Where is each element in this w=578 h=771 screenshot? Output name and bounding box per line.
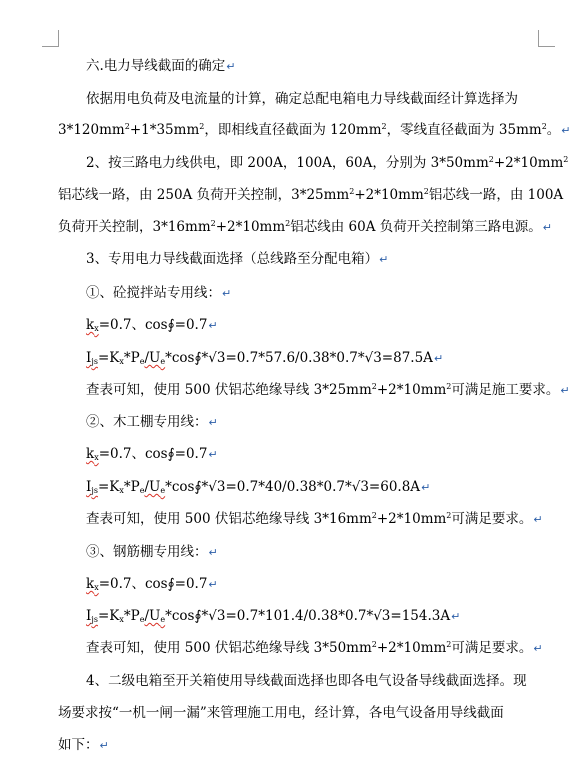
paragraph-2-line-2: 铝芯线一路，由 250A 负荷开关控制，$3*25mm^2+2*10mm^2$铝芯线一路，由 100A xyxy=(58,187,564,203)
paragraph-4-line-2: 场要求按“一机一闸一漏”来管理施工用电，经计算，各电气设备用导线截面 xyxy=(58,705,504,721)
subsection-3-formula: $I_{js}=K_x*P_e/U_e*\cos∮*√3=0.7*101.4/0.38*0.7*√3=154.3A↵$ xyxy=(86,608,461,624)
paragraph-mark-icon: ↵ xyxy=(433,352,444,365)
subsection-2-formula: $I_{js}=K_x*P_e/U_e*\cos∮*√3=0.7*40/0.38*0.7*√3=60.8A↵$ xyxy=(86,479,431,495)
paragraph-2-line-1: 2、按三路电力线供电，即 200A，100A，60A，分别为 $3*50mm^2+2*10mm^2$ xyxy=(86,155,569,171)
paragraph-mark-icon: ↵ xyxy=(208,448,218,461)
top-left-margin-mark xyxy=(42,30,59,47)
paragraph-mark-icon: ↵ xyxy=(99,739,109,752)
subsection-1-formula: $I_{js}=K_x*P_e/U_e*\cos∮*√3=0.7*57.6/0.38*0.7*√3=87.5A↵$ xyxy=(86,350,444,366)
section-heading: 六.电力导线截面的确定↵ xyxy=(86,58,236,74)
paragraph-mark-icon: ↵ xyxy=(226,60,236,73)
subsection-2-kx: $k_x=0.7$、cos∮=0.7↵ xyxy=(86,446,218,462)
subsection-2-title: ②、木工棚专用线：↵ xyxy=(86,414,218,430)
subsection-3-title: ③、钢筋棚专用线：↵ xyxy=(86,544,218,560)
paragraph-4-line-3: 如下：↵ xyxy=(58,737,109,753)
subsection-1-result: 查表可知，使用 500 伏铝芯绝缘导线 $3*25mm^2+2*10mm^2$可满足施工要求。↵ xyxy=(86,382,570,398)
section-3-title: 3、专用电力导线截面选择（总线路至分配电箱）↵ xyxy=(86,251,389,267)
paragraph-mark-icon: ↵ xyxy=(542,221,552,234)
paragraph-mark-icon: ↵ xyxy=(208,546,218,559)
paragraph-2-line-3: 负荷开关控制，$3*16mm^2+2*10mm^2$铝芯线由 60A 负荷开关控制第三路电源。↵ xyxy=(58,219,552,235)
subsection-1-kx: $k_x=0.7$、cos∮=0.7↵ xyxy=(86,317,218,333)
paragraph-1-line-2: $3*120mm^2+1*35mm^2$，即相线直径截面为 $120mm^2$，零线直径截面为 $35mm^2$。↵ xyxy=(58,122,571,138)
paragraph-mark-icon: ↵ xyxy=(208,319,218,332)
paragraph-mark-icon: ↵ xyxy=(533,642,543,655)
paragraph-mark-icon: ↵ xyxy=(421,481,431,494)
paragraph-mark-icon: ↵ xyxy=(208,578,218,591)
paragraph-mark-icon: ↵ xyxy=(533,513,543,526)
paragraph-mark-icon: ↵ xyxy=(208,416,218,429)
paragraph-1-line-1: 依据用电负荷及电流量的计算，确定总配电箱电力导线截面经计算选择为 xyxy=(86,91,518,107)
subsection-1-title: ①、砼搅拌站专用线：↵ xyxy=(86,285,232,301)
paragraph-mark-icon: ↵ xyxy=(379,253,389,266)
top-right-margin-mark xyxy=(538,30,555,47)
paragraph-mark-icon: ↵ xyxy=(560,384,570,397)
subsection-3-kx: $k_x=0.7$、cos∮=0.7↵ xyxy=(86,576,218,592)
paragraph-mark-icon: ↵ xyxy=(561,124,571,137)
subsection-3-result: 查表可知，使用 500 伏铝芯绝缘导线 $3*50mm^2+2*10mm^2$可满足要求。↵ xyxy=(86,640,543,656)
paragraph-mark-icon: ↵ xyxy=(222,287,232,300)
subsection-2-result: 查表可知，使用 500 伏铝芯绝缘导线 $3*16mm^2+2*10mm^2$可满足要求。↵ xyxy=(86,511,543,527)
paragraph-mark-icon: ↵ xyxy=(451,610,461,623)
paragraph-4-line-1: 4、二级电箱至开关箱使用导线截面选择也即各电气设备导线截面选择。现 xyxy=(86,673,527,689)
